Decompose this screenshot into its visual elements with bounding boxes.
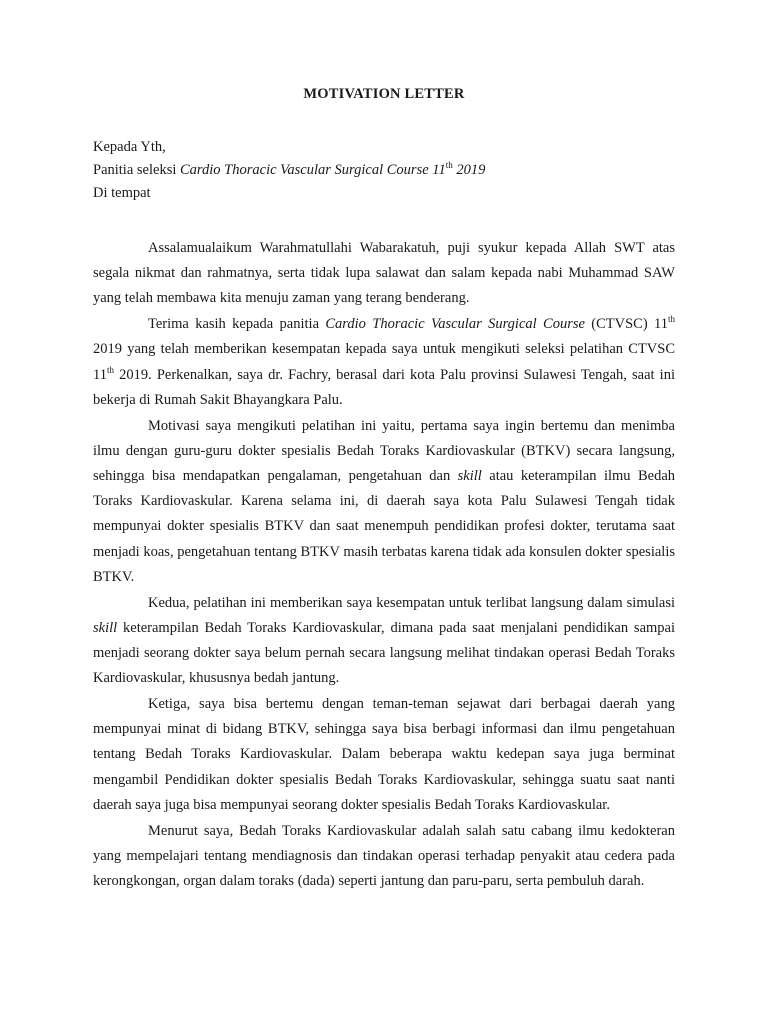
course-year: 2019 [452,162,486,178]
paragraph-introduction [93,312,675,413]
p4-skill-term: skill [93,619,118,636]
course-ordinal-suffix: th [445,160,453,171]
p2-text-d: 2019. Perkenalkan, saya dr. Fachry, berasal dari kota Palu provinsi Sulawesi Tengah, saat ini bekerja di Rumah Sakit Bhayangkara Palu. [93,366,675,408]
p3-skill-term: skill [457,468,482,485]
address-line-committee [93,159,485,182]
course-name: Cardio Thoracic Vascular Surgical Course 11 [180,162,446,178]
p2-text-a: Terima kasih kepada panitia [148,316,326,333]
address-line-recipient: Kepada Yth, [93,139,166,155]
p3-text-b: atau keterampilan ilmu Bedah Toraks Kardiovaskular. Karena selama ini, di daerah saya kota Palu Sulawesi Tengah tidak mempunyai dokter spesialis BTKV dan saat menempuh pendidikan profesi dokter, terutama saat menjadi koas, pengetahuan tentang BTKV masih terbatas karena tidak ada konsulen dokter spesialis BTKV. [93,468,675,585]
paragraph-motivation-third: Ketiga, saya bisa bertemu dengan teman-teman sejawat dari berbagai daerah yang mempunyai minat di bidang BTKV, sehingga saya bisa berbagi informasi dan ilmu pengetahuan tentang Bedah Toraks Kardiovaskular. Dalam beberapa waktu kedepan saya juga berminat mengambil Pendidikan dokter spesialis Bedah Toraks Kardiovaskular, sehingga suatu saat nanti daerah saya juga bisa mempunyai seorang dokter spesialis Bedah Toraks Kardiovaskular. [93,696,675,813]
paragraph-opinion: Menurut saya, Bedah Toraks Kardiovaskular adalah salah satu cabang ilmu kedokteran yang mempelajari tentang mendiagnosis dan tindakan operasi terhadap penyakit atau cedera pada kerongkongan, organ dalam toraks (dada) seperti jantung dan paru-paru, serta pembuluh darah. [93,822,675,890]
p2-ordinal-suffix-1: th [667,314,675,325]
page-title: MOTIVATION LETTER [303,86,465,102]
p2-text-b: (CTVSC) 11 [584,316,668,333]
address-committee-prefix: Panitia seleksi [93,162,180,178]
paragraph-motivation-second [93,591,675,692]
p4-text-b: keterampilan Bedah Toraks Kardiovaskular, dimana pada saat menjalani pendidikan sampai menjadi seorang dokter saya belum pernah secara langsung melihat tindakan operasi Bedah Toraks Kardiovaskular, khususnya bedah jantung. [93,619,675,687]
address-line-place: Di tempat [93,185,151,201]
paragraph-greeting: Assalamualaikum Warahmatullahi Wabarakatuh, puji syukur kepada Allah SWT atas segala nikmat dan rahmatnya, serta tidak lupa salawat dan salam kepada nabi Muhammad SAW yang telah membawa kita menuju zaman yang terang benderang. [93,240,675,307]
p3-text-a: Motivasi saya mengikuti pelatihan ini yaitu, pertama saya ingin bertemu dan menimba ilmu dengan guru-guru dokter spesialis Bedah Toraks Kardiovaskular (BTKV) secara langsung, sehingga bisa mendapatkan pengalaman, pengetahuan dan [93,417,675,485]
paragraph-motivation-first [93,414,675,590]
letter-body [93,236,675,894]
p2-ordinal-suffix-2: th [106,364,114,375]
p2-text-c: 2019 yang telah memberikan kesempatan kepada saya untuk mengikuti seleksi pelatihan CTVSC 11 [93,341,675,383]
p4-text-a: Kedua, pelatihan ini memberikan saya kesempatan untuk terlibat langsung dalam simulasi [148,594,675,611]
address-block [93,136,485,205]
p2-course-name: Cardio Thoracic Vascular Surgical Course [325,316,585,333]
